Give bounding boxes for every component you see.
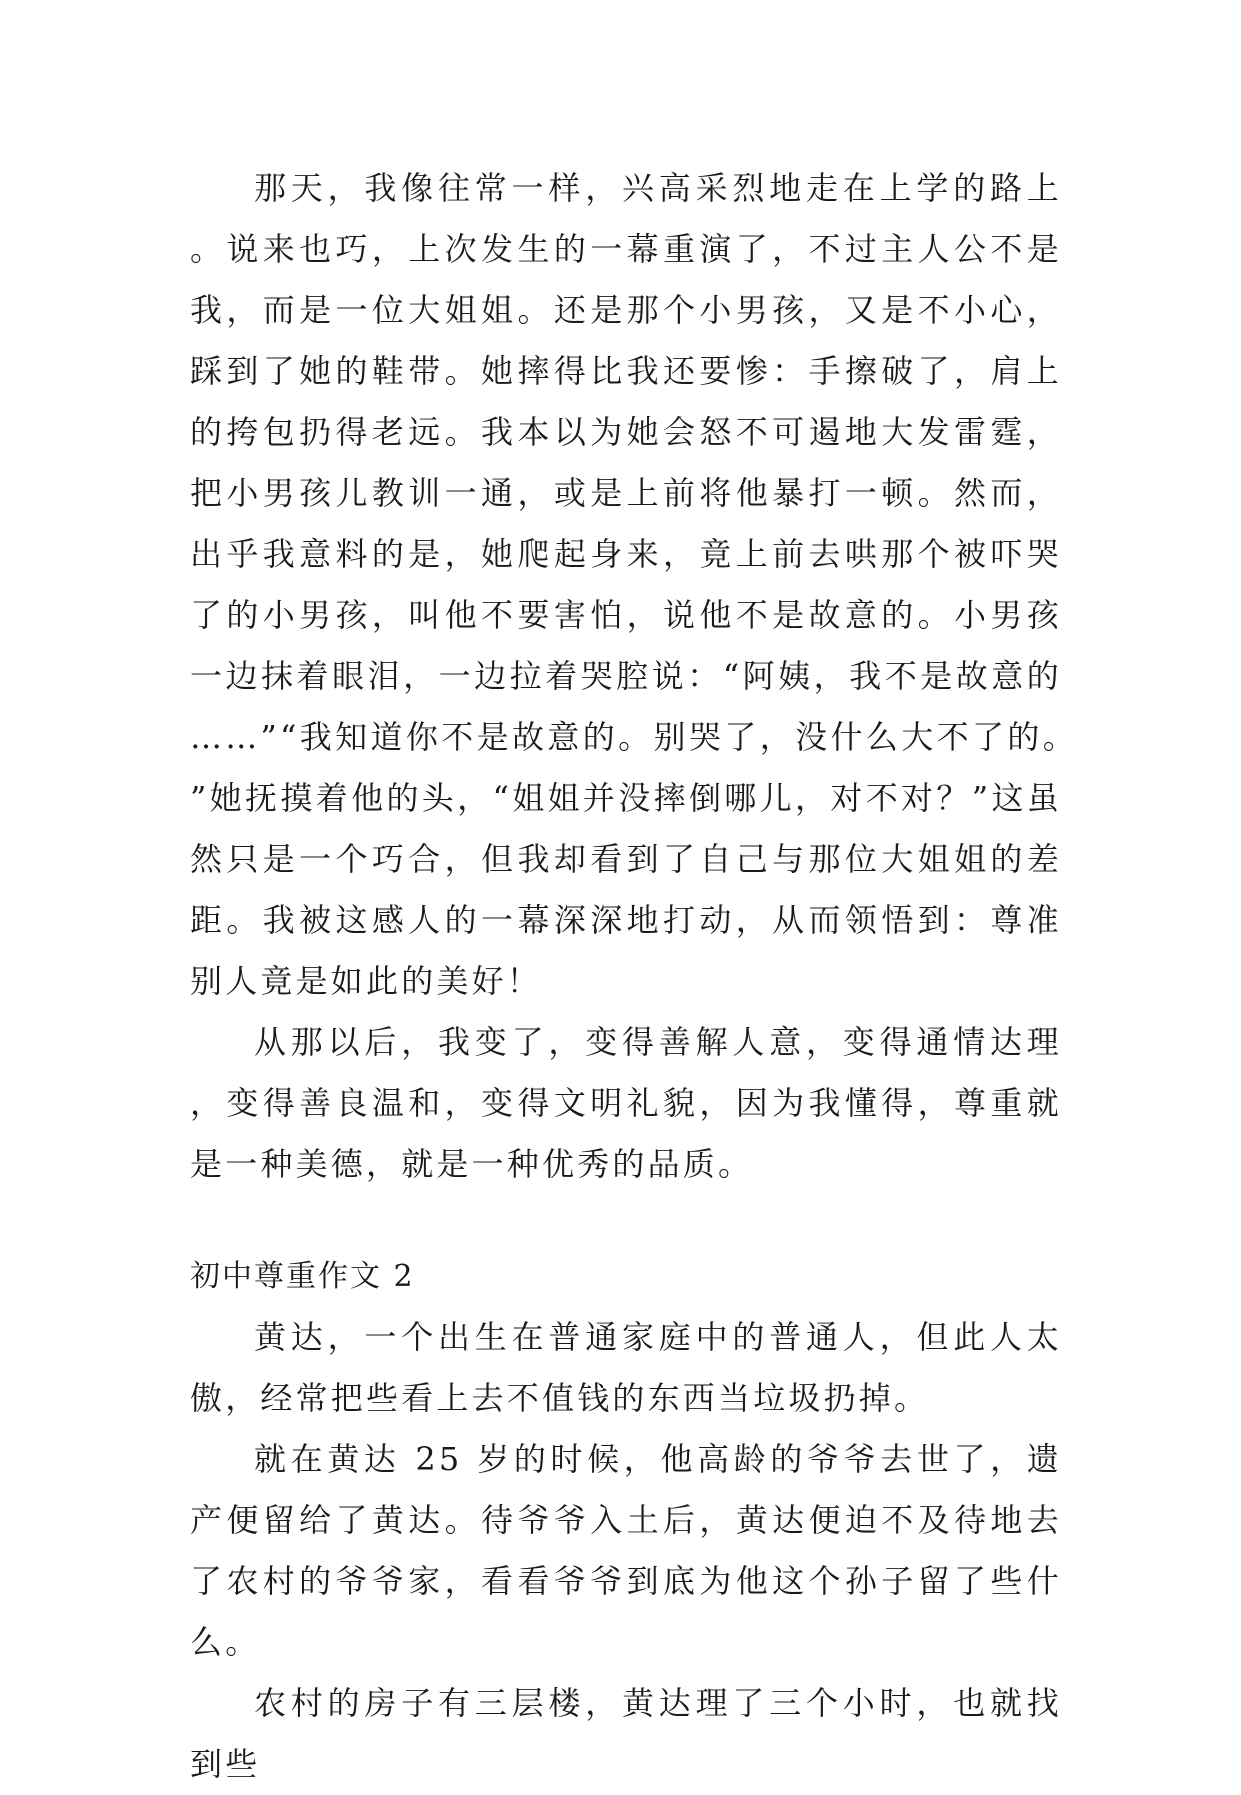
paragraph-house: 农村的房子有三层楼，黄达理了三个小时，也就找到些 bbox=[190, 1684, 1062, 1783]
paragraph-encounter-story: 那天，我像往常一样，兴高采烈地走在上学的路上。说来也巧，上次发生的一幕重演了，不过主人公不是我，而是一位大姐姐。还是那个小男孩，又是不小心，踩到了她的鞋带。她摔得比我还要惨：手擦破了，肩上的挎包扔得老远。我本以为她会怒不可遏地大发雷霆，把小男孩儿教训一通，或是上前将他暴打一顿。然而，出乎我意料的是，她爬起身来，竟上前去哄那个被吓哭了的小男孩，叫他不要害怕，说他不是故意的。小男孩一边抹着眼泪，一边拉着哭腔说：“阿姨，我不是故意的……”“我知道你不是故意的。别哭了，没什么大不了的。”她抚摸着他的头，“姐姐并没摔倒哪儿，对不对？”这虽然只是一个巧合，但我却看到了自己与那位大姐姐的差距。我被这感人的一幕深深地打动，从而领悟到：尊准别人竟是如此的美好！ bbox=[190, 169, 1062, 1000]
document-body bbox=[190, 158, 1062, 1795]
paragraph-inheritance: 就在黄达 25 岁的时候，他高龄的爷爷去世了，遗产便留给了黄达。待爷爷入土后，黄达便迫不及待地去了农村的爷爷家，看看爷爷到底为他这个孙子留了些什么。 bbox=[190, 1440, 1062, 1661]
paragraph-intro-huangda: 黄达，一个出生在普通家庭中的普通人，但此人太傲，经常把些看上去不值钱的东西当垃圾扔掉。 bbox=[190, 1318, 1062, 1417]
paragraph-conclusion: 从那以后，我变了，变得善解人意，变得通情达理，变得善良温和，变得文明礼貌，因为我懂得，尊重就是一种美德，就是一种优秀的品质。 bbox=[190, 1023, 1062, 1183]
section-title: 初中尊重作文 2 bbox=[190, 1259, 415, 1294]
